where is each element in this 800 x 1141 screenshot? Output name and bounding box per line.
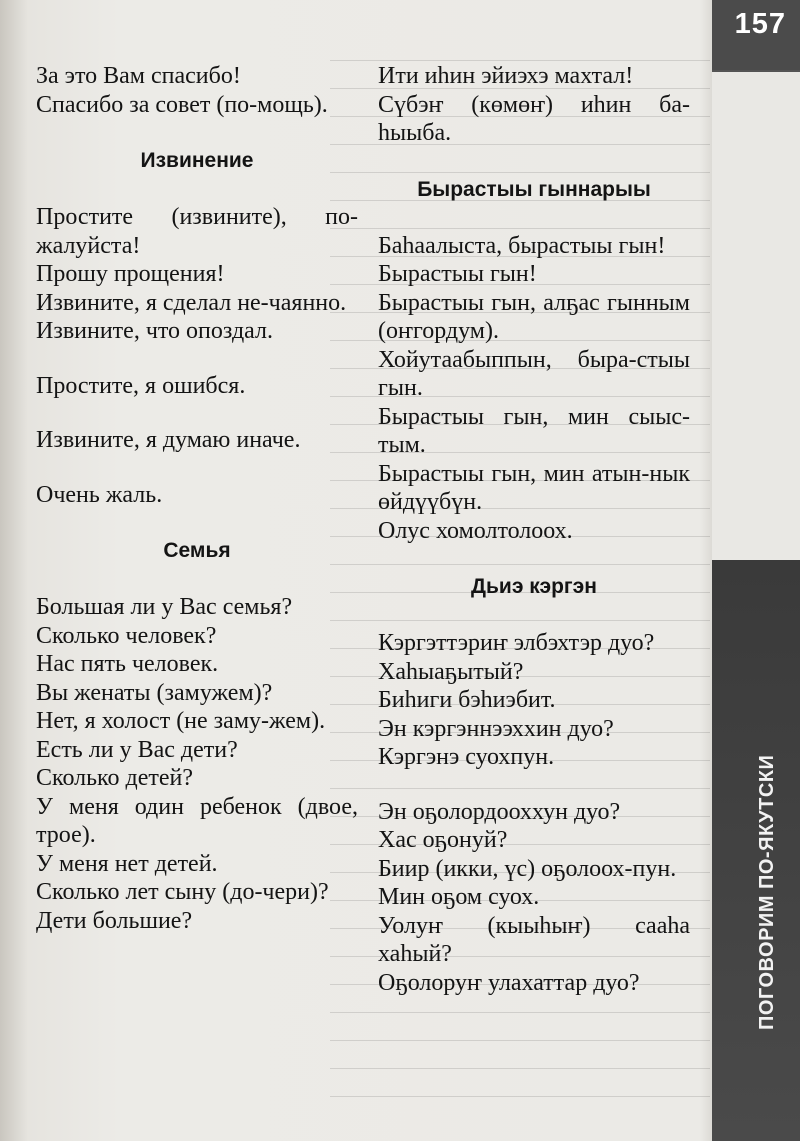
phrase-ru: Извините, я думаю иначе.	[36, 427, 301, 453]
phrase-sah: Хойутаабыппын, быра-стыы гын.	[378, 346, 690, 401]
phrase-sah: Бырастыы гын, мин атын-нык өйдүүбүн.	[378, 460, 690, 515]
phrase-sah: Биир (икки, үс) оҕолоох-пун.	[378, 855, 677, 882]
section-heading-apology-sah: Быраcтыы гыннарыы	[417, 177, 651, 201]
phrase-ru: У меня нет детей.	[36, 850, 218, 877]
phrase-sah: Биһиги бэһиэбит.	[378, 687, 556, 713]
phrase-sah: Олус хомолтолоох.	[378, 517, 573, 544]
running-head: ПОГОВОРИМ ПО-ЯКУТСКИ	[756, 754, 778, 1030]
section-heading-family-sah: Дьиэ кэргэн	[471, 575, 597, 598]
phrase-sah: Хаһыаҕытый?	[378, 658, 524, 685]
phrase-ru: Нет, я холост (не заму-жем).	[36, 708, 326, 734]
phrase-sah: Бырастыы гын, мин сыыс-тым.	[378, 403, 690, 458]
phrase-ru: У меня один ребенок (двое, трое).	[36, 793, 358, 848]
phrase-ru: Спасибо за совет (по-мощь).	[36, 91, 328, 118]
phrase-sah: Мин оҕом суох.	[378, 884, 540, 910]
phrase-ru: Вы женаты (замужем)?	[36, 679, 273, 706]
phrase-ru: Простите, я ошибся.	[36, 372, 246, 399]
phrase-ru: Сколько лет сыну (до-чери)?	[36, 879, 329, 905]
phrase-ru: Большая ли у Вас семья?	[36, 594, 293, 620]
phrase-sah: Эн кэргэннээххин дуо?	[378, 715, 614, 742]
section-heading-apology-ru: Извинение	[140, 149, 254, 172]
page-number: 157	[734, 8, 786, 40]
phrase-sah: Баһаалыста, бырастыы гын!	[378, 232, 666, 259]
russian-column	[36, 62, 358, 935]
tab-light-strip	[712, 72, 800, 560]
phrase-sah: Бырастыы гын, алҕас гынным (оҥгордум).	[378, 289, 690, 344]
phrase-ru: Простите (извините), по-жалуйста!	[36, 204, 358, 259]
phrase-ru: Сколько детей?	[36, 765, 193, 791]
section-heading-family-ru: Семья	[163, 539, 231, 562]
phrase-ru: Извините, что опоздал.	[36, 318, 273, 344]
phrase-ru: Есть ли у Вас дети?	[36, 736, 238, 763]
phrase-sah: Ити иһин эйиэхэ махтал!	[378, 63, 634, 89]
phrase-sah: Кэргэттэриҥ элбэхтэр дуо?	[378, 630, 655, 656]
phrase-ru: Сколько человек?	[36, 622, 217, 649]
phrase-sah: Хас оҕонуй?	[378, 827, 508, 853]
phrase-ru: За это Вам спасибо!	[36, 63, 241, 89]
phrase-sah: Уолуҥ (кыыһыҥ) сааһа хаһый?	[378, 912, 690, 967]
phrase-ru: Прошу прощения!	[36, 261, 225, 287]
phrase-sah: Бырастыы гын!	[378, 261, 537, 287]
phrase-sah: Оҕолоруҥ улахаттар дуо?	[378, 969, 640, 996]
phrase-ru: Извините, я сделал не-чаянно.	[36, 289, 347, 316]
phrase-ru: Дети большие?	[36, 907, 193, 934]
phrase-ru: Нас пять человек.	[36, 651, 219, 677]
phrase-sah: Эн оҕолордооххун дуо?	[378, 798, 621, 825]
side-tab	[712, 0, 800, 1141]
phrase-sah: Кэргэнэ суохпун.	[378, 744, 555, 770]
phrase-sah: Сүбэҥ (көмөҥ) иһин ба-һыыба.	[378, 91, 690, 146]
yakut-column	[378, 62, 690, 997]
phrase-ru: Очень жаль.	[36, 481, 163, 508]
